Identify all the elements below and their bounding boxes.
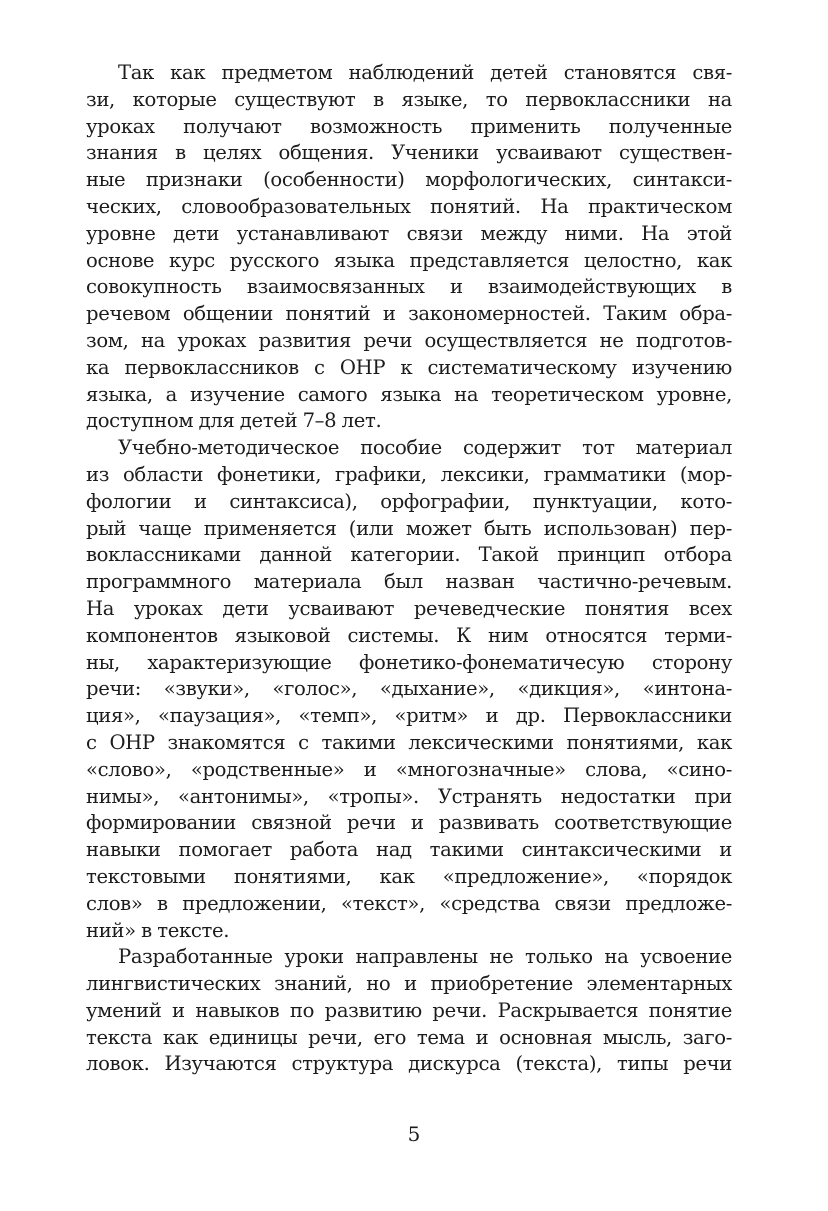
text-line: совокупность взаимосвязанных и взаимодействующих в <box>86 275 732 299</box>
text-line: компонентов языковой системы. К ним относятся терми- <box>86 623 732 647</box>
text-line: слов» в предложении, «текст», «средства связи предложе- <box>86 891 732 915</box>
text-line: зи, которые существуют в языке, то первоклассники на <box>86 87 732 111</box>
text-line: доступном для детей 7–8 лет. <box>86 409 382 433</box>
text-line: воклассниками данной категории. Такой принцип отбора <box>86 543 732 567</box>
text-line: текстовыми понятиями, как «предложение», «порядок <box>86 864 732 888</box>
paragraph <box>86 944 732 1078</box>
text-line: уровне дети устанавливают связи между ними. На этой <box>86 221 732 245</box>
text-line: зом, на уроках развития речи осуществляется не подготов- <box>86 328 732 352</box>
text-line: Разработанные уроки направлены не только на усвоение <box>118 945 732 969</box>
body-text <box>86 60 732 1078</box>
text-line: ний» в тексте. <box>86 918 230 942</box>
text-line: ные признаки (особенности) морфологических, синтакси- <box>86 168 732 192</box>
paragraph <box>86 60 732 435</box>
text-line: текста как единицы речи, его тема и основная мысль, заго- <box>86 1025 732 1049</box>
text-line: ловок. Изучаются структура дискурса (текста), типы речи <box>86 1052 732 1076</box>
text-line: нимы», «антонимы», «тропы». Устранять недостатки при <box>86 784 732 808</box>
text-line: формировании связной речи и развивать соответствующие <box>86 811 732 835</box>
text-line: Так как предметом наблюдений детей становятся свя- <box>118 61 732 84</box>
paragraph <box>86 435 732 944</box>
text-line: умений и навыков по развитию речи. Раскрывается понятие <box>86 998 732 1022</box>
text-line: ция», «паузация», «темп», «ритм» и др. Первоклассники <box>86 704 732 728</box>
text-line: основе курс русского языка представляется целостно, как <box>86 248 732 272</box>
text-line: программного материала был назван частично-речевым. <box>86 570 732 594</box>
text-line: На уроках дети усваивают речеведческие понятия всех <box>86 596 732 620</box>
text-line: из области фонетики, графики, лексики, грамматики (мор- <box>86 462 732 486</box>
text-line: навыки помогает работа над такими синтаксическими и <box>86 838 732 862</box>
text-line: с ОНР знакомятся с такими лексическими понятиями, как <box>86 730 732 754</box>
text-line: ны, характеризующие фонетико-фонематичесую сторону <box>86 650 732 674</box>
text-line: речи: «звуки», «голос», «дыхание», «дикция», «интона- <box>86 677 732 701</box>
text-line: рый чаще применяется (или может быть использован) пер- <box>86 516 732 540</box>
text-line: фологии и синтаксиса), орфографии, пунктуации, кото- <box>86 489 732 513</box>
text-line: уроках получают возможность применить полученные <box>86 114 732 138</box>
page-number: 5 <box>407 1122 421 1146</box>
text-line: знания в целях общения. Ученики усваивают существен- <box>86 141 732 165</box>
text-line: ка первоклассников с ОНР к систематическому изучению <box>86 355 732 379</box>
text-line: языка, а изучение самого языка на теоретическом уровне, <box>86 382 732 406</box>
text-line: лингвистических знаний, но и приобретение элементарных <box>86 972 732 996</box>
text-line: «слово», «родственные» и «многозначные» слова, «сино- <box>86 757 732 781</box>
text-line: ческих, словообразовательных понятий. На практическом <box>86 194 732 218</box>
text-line: речевом общении понятий и закономерностей. Таким обра- <box>86 302 732 326</box>
text-line: Учебно-методическое пособие содержит тот материал <box>118 436 732 460</box>
